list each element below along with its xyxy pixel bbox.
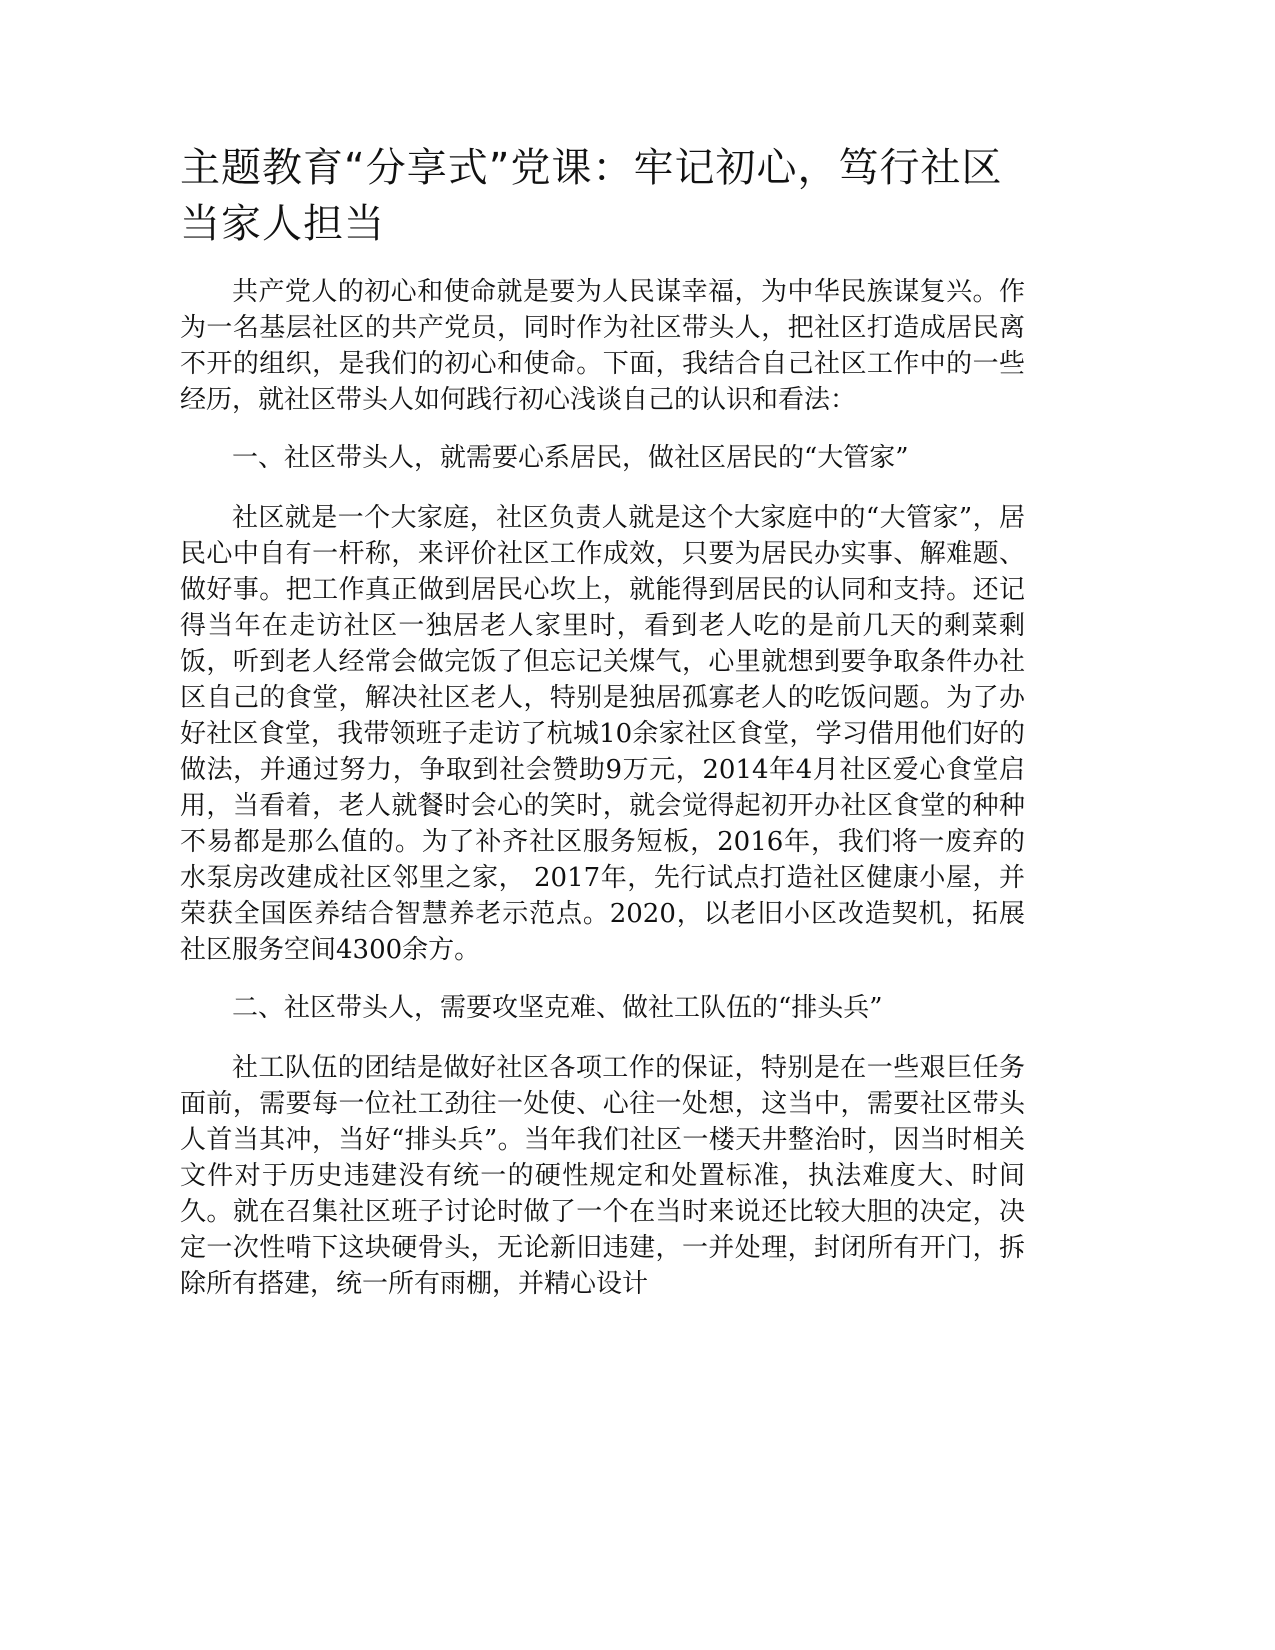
intro-paragraph: 共产党人的初心和使命就是要为人民谋幸福，为中华民族谋复兴。作为一名基层社区的共产党员，同时作为社区带头人，把社区打造成居民离不开的组织，是我们的初心和使命。下面，我结合自己社区工作中的一些经历，就社区带头人如何践行初心浅谈自己的认识和看法： [180,277,1025,415]
section-1-paragraph: 社区就是一个大家庭，社区负责人就是这个大家庭中的“大管家”，居民心中自有一杆称，来评价社区工作成效，只要为居民办实事、解难题、做好事。把工作真正做到居民心坎上，就能得到居民的认同和支持。还记得当年在走访社区一独居老人家里时，看到老人吃的是前几天的剩菜剩饭，听到老人经常会做完饭了但忘记关煤气，心里就想到要争取条件办社区自己的食堂，解决社区老人，特别是独居孤寡老人的吃饭问题。为了办好社区食堂，我带领班子走访了杭城10余家社区食堂，学习借用他们好的做法，并通过努力，争取到社会赞助9万元，2014年4月社区爱心食堂启用，当看着，老人就餐时会心的笑时，就会觉得起初开办社区食堂的种种不易都是那么值的。为了补齐社区服务短板，2016年，我们将一废弃的水泵房改建成社区邻里之家， 2017年，先行试点打造社区健康小屋，并荣获全国医养结合智慧养老示范点。2020，以老旧小区改造契机，拓展社区服务空间4300余方。 [180,503,1025,965]
section-heading-1: 一、社区带头人，就需要心系居民，做社区居民的“大管家” [232,443,909,473]
document-page [180,140,1025,1324]
document-title: 主题教育“分享式”党课：牢记初心，笃行社区当家人担当 [180,145,1003,247]
section-2-paragraph: 社工队伍的团结是做好社区各项工作的保证，特别是在一些艰巨任务面前，需要每一位社工劲往一处使、心往一处想，这当中，需要社区带头人首当其冲，当好“排头兵”。当年我们社区一楼天井整治时，因当时相关文件对于历史违建没有统一的硬性规定和处置标准，执法难度大、时间久。就在召集社区班子讨论时做了一个在当时来说还比较大胆的决定，决定一次性啃下这块硬骨头，无论新旧违建，一并处理，封闭所有开门，拆除所有搭建，统一所有雨棚，并精心设计 [180,1053,1025,1299]
section-heading-2: 二、社区带头人，需要攻坚克难、做社工队伍的“排头兵” [232,993,883,1023]
